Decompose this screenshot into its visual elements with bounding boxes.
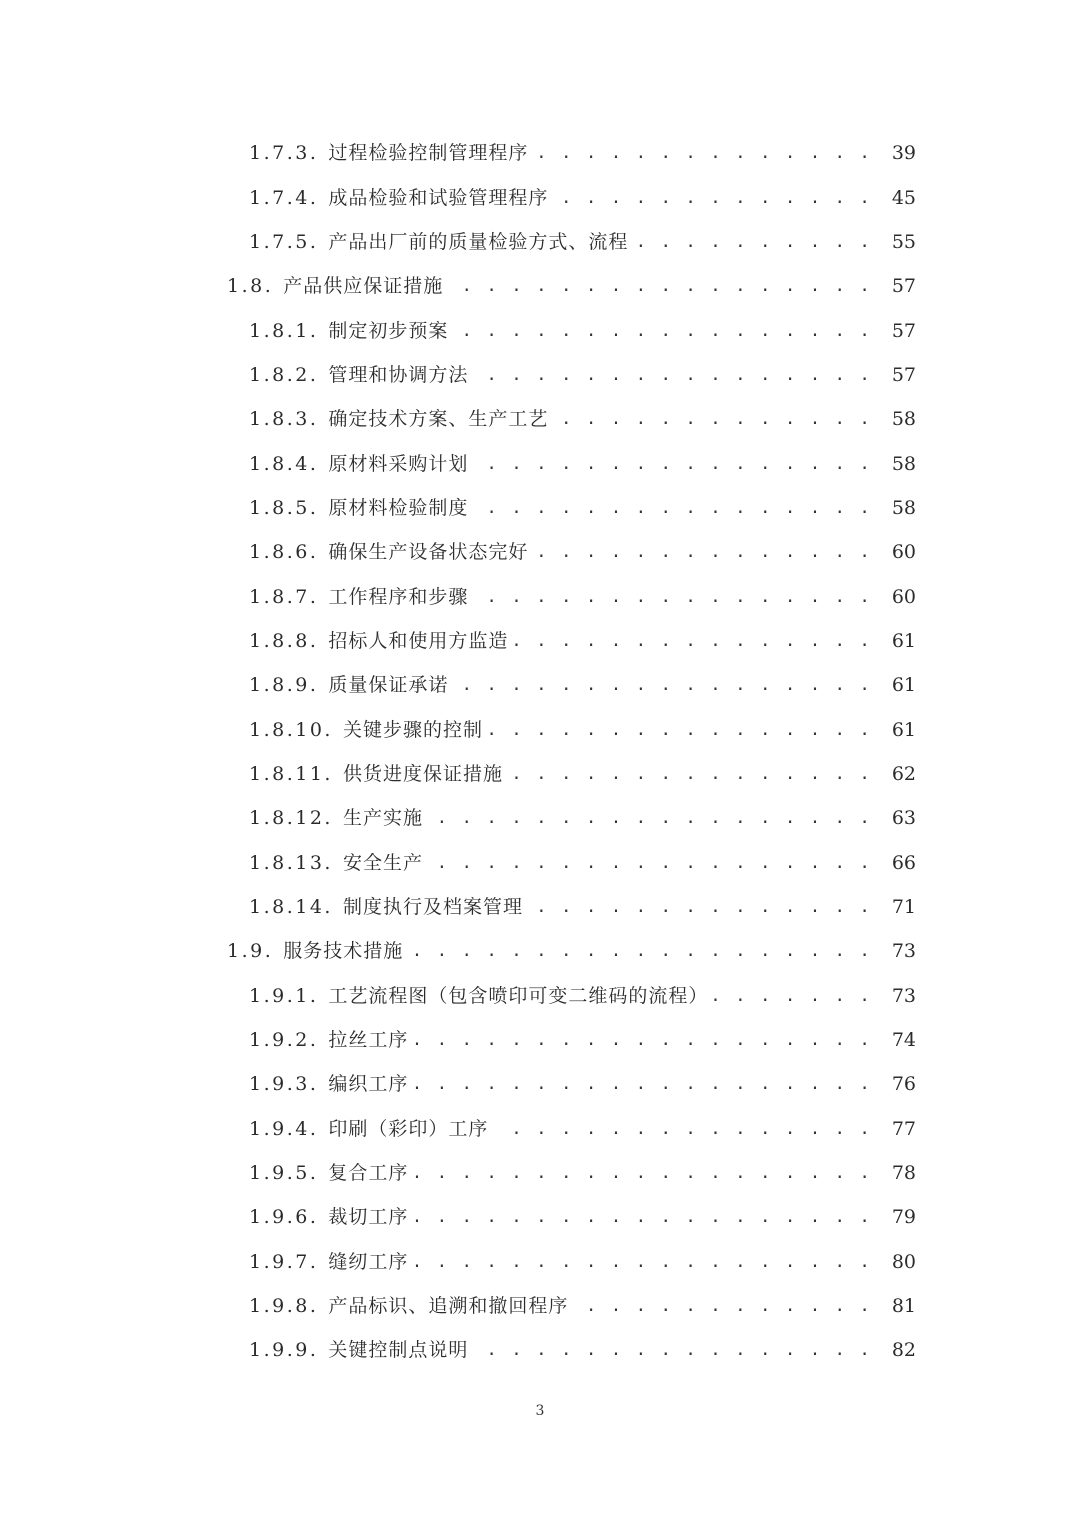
toc-entry-page-number: 58 [891,408,916,431]
toc-entry-page-number: 60 [891,585,916,608]
toc-entry-page-number: 58 [891,496,916,519]
toc-entry-number: 1.9.9. [249,1339,319,1362]
toc-entry-title: 安全生产 [342,851,423,874]
toc-entry-page-number: 39 [891,142,916,165]
toc-dot-leader [429,841,872,885]
toc-entry[interactable] [0,1195,1080,1239]
toc-dot-leader [474,486,872,530]
toc-entry[interactable] [0,574,1080,618]
toc-dot-leader [474,575,872,619]
toc-entry-page-number: 78 [891,1162,916,1185]
page-number-footer: 3 [535,1403,545,1419]
toc-entry-page-number: 66 [891,851,916,874]
toc-entry[interactable] [0,1151,1080,1195]
toc-entry[interactable] [0,619,1080,663]
toc-entry-title: 工作程序和步骤 [328,585,469,608]
toc-entry-number: 1.8.5. [249,496,319,519]
toc-entry-title: 制度执行及档案管理 [342,896,523,919]
toc-entry[interactable] [0,486,1080,530]
toc-entry-title: 制定初步预案 [328,319,449,342]
toc-entry-number: 1.8.4. [249,452,319,475]
toc-entry[interactable] [0,264,1080,308]
toc-entry-title: 确定技术方案、生产工艺 [328,408,549,431]
toc-entry-number: 1.8.14. [249,896,333,919]
toc-entry-number: 1.9.1. [249,984,319,1007]
toc-entry-title: 印刷（彩印）工序 [328,1117,489,1140]
toc-dot-leader [534,530,872,574]
toc-dot-leader [494,1107,872,1151]
toc-entry-title: 产品供应保证措施 [283,275,444,298]
toc-entry[interactable] [0,796,1080,840]
toc-entry[interactable] [0,308,1080,352]
toc-entry-page-number: 58 [891,452,916,475]
toc-entry-number: 1.8.1. [249,319,319,342]
toc-entry-number: 1.9.2. [249,1029,319,1052]
toc-entry-page-number: 61 [891,718,916,741]
toc-dot-leader [474,1328,872,1372]
toc-entry-number: 1.8.8. [249,629,319,652]
toc-dot-leader [714,974,872,1018]
toc-dot-leader [474,353,872,397]
toc-entry-page-number: 71 [891,896,916,919]
toc-dot-leader [489,708,872,752]
toc-entry-page-number: 73 [891,984,916,1007]
toc-entry-number: 1.9.6. [249,1206,319,1229]
toc-entry-page-number: 79 [891,1206,916,1229]
toc-entry-page-number: 77 [891,1117,916,1140]
toc-entry[interactable] [0,841,1080,885]
toc-entry-title: 原材料采购计划 [328,452,469,475]
toc-entry-number: 1.9.5. [249,1162,319,1185]
toc-entry-title: 复合工序 [328,1162,409,1185]
toc-entry-number: 1.9. [227,940,274,963]
toc-entry-title: 工艺流程图（包含喷印可变二维码的流程） [328,984,709,1007]
toc-entry-page-number: 81 [891,1295,916,1318]
toc-entry-page-number: 61 [891,629,916,652]
toc-entry-title: 服务技术措施 [283,940,404,963]
toc-entry-number: 1.7.3. [249,142,319,165]
toc-entry-page-number: 63 [891,807,916,830]
toc-dot-leader [514,619,872,663]
toc-entry-title: 成品检验和试验管理程序 [328,186,549,209]
toc-entry-number: 1.8.3. [249,408,319,431]
toc-entry-number: 1.8.12. [249,807,333,830]
toc-dot-leader [529,885,872,929]
table-of-contents [0,131,1080,1373]
toc-entry-page-number: 45 [891,186,916,209]
toc-entry[interactable] [0,1018,1080,1062]
toc-entry-number: 1.8.7. [249,585,319,608]
toc-entry-title: 拉丝工序 [328,1029,409,1052]
toc-entry[interactable] [0,1328,1080,1372]
toc-entry-title: 裁切工序 [328,1206,409,1229]
toc-dot-leader [509,752,872,796]
toc-entry-number: 1.7.5. [249,230,319,253]
toc-entry-page-number: 76 [891,1073,916,1096]
toc-entry[interactable] [0,175,1080,219]
toc-dot-leader [454,663,872,707]
toc-entry-page-number: 62 [891,762,916,785]
toc-entry[interactable] [0,974,1080,1018]
toc-entry-number: 1.8.10. [249,718,333,741]
toc-entry[interactable] [0,353,1080,397]
toc-dot-leader [429,796,872,840]
toc-entry-number: 1.8.9. [249,674,319,697]
toc-entry[interactable] [0,1240,1080,1284]
toc-entry[interactable] [0,397,1080,441]
toc-entry[interactable] [0,1062,1080,1106]
toc-entry-number: 1.9.4. [249,1117,319,1140]
toc-entry[interactable] [0,1107,1080,1151]
toc-entry-page-number: 55 [891,230,916,253]
toc-dot-leader [634,220,872,264]
toc-entry[interactable] [0,530,1080,574]
toc-entry[interactable] [0,131,1080,175]
toc-entry[interactable] [0,885,1080,929]
toc-entry-number: 1.9.8. [249,1295,319,1318]
toc-dot-leader [414,1240,872,1284]
toc-entry-number: 1.7.4. [249,186,319,209]
toc-entry-page-number: 80 [891,1250,916,1273]
toc-entry-number: 1.8.6. [249,541,319,564]
toc-entry-number: 1.9.3. [249,1073,319,1096]
toc-entry[interactable] [0,220,1080,264]
toc-dot-leader [474,442,872,486]
toc-entry-number: 1.8. [227,275,274,298]
toc-dot-leader [414,1195,872,1239]
toc-entry-title: 关键控制点说明 [328,1339,469,1362]
toc-entry[interactable] [0,707,1080,751]
toc-entry-title: 确保生产设备状态完好 [328,541,529,564]
toc-entry-title: 管理和协调方法 [328,363,469,386]
toc-entry-title: 编织工序 [328,1073,409,1096]
toc-dot-leader [414,1018,872,1062]
toc-entry-title: 产品出厂前的质量检验方式、流程 [328,230,629,253]
toc-entry[interactable] [0,663,1080,707]
toc-dot-leader [414,1062,872,1106]
toc-entry-page-number: 57 [891,319,916,342]
toc-entry-page-number: 57 [891,275,916,298]
toc-entry-title: 过程检验控制管理程序 [328,142,529,165]
toc-entry-page-number: 57 [891,363,916,386]
toc-entry-title: 供货进度保证措施 [342,762,503,785]
toc-entry-title: 缝纫工序 [328,1250,409,1273]
toc-entry-title: 产品标识、追溯和撤回程序 [328,1295,569,1318]
toc-entry[interactable] [0,441,1080,485]
toc-dot-leader [534,131,872,175]
toc-entry-title: 关键步骤的控制 [342,718,483,741]
toc-entry-title: 原材料检验制度 [328,496,469,519]
toc-dot-leader [449,264,872,308]
toc-entry-title: 生产实施 [342,807,423,830]
toc-dot-leader [574,1284,872,1328]
toc-entry-number: 1.8.2. [249,363,319,386]
toc-entry-page-number: 74 [891,1029,916,1052]
toc-dot-leader [554,397,872,441]
toc-entry-page-number: 82 [891,1339,916,1362]
toc-entry-number: 1.9.7. [249,1250,319,1273]
toc-entry-page-number: 61 [891,674,916,697]
toc-entry-page-number: 60 [891,541,916,564]
toc-entry[interactable] [0,929,1080,973]
toc-dot-leader [409,929,872,973]
toc-entry[interactable] [0,1284,1080,1328]
toc-entry[interactable] [0,752,1080,796]
toc-dot-leader [554,176,872,220]
toc-entry-page-number: 73 [891,940,916,963]
toc-dot-leader [454,309,872,353]
toc-entry-title: 招标人和使用方监造 [328,629,509,652]
toc-entry-number: 1.8.13. [249,851,333,874]
toc-entry-number: 1.8.11. [249,762,333,785]
toc-entry-title: 质量保证承诺 [328,674,449,697]
toc-dot-leader [414,1151,872,1195]
